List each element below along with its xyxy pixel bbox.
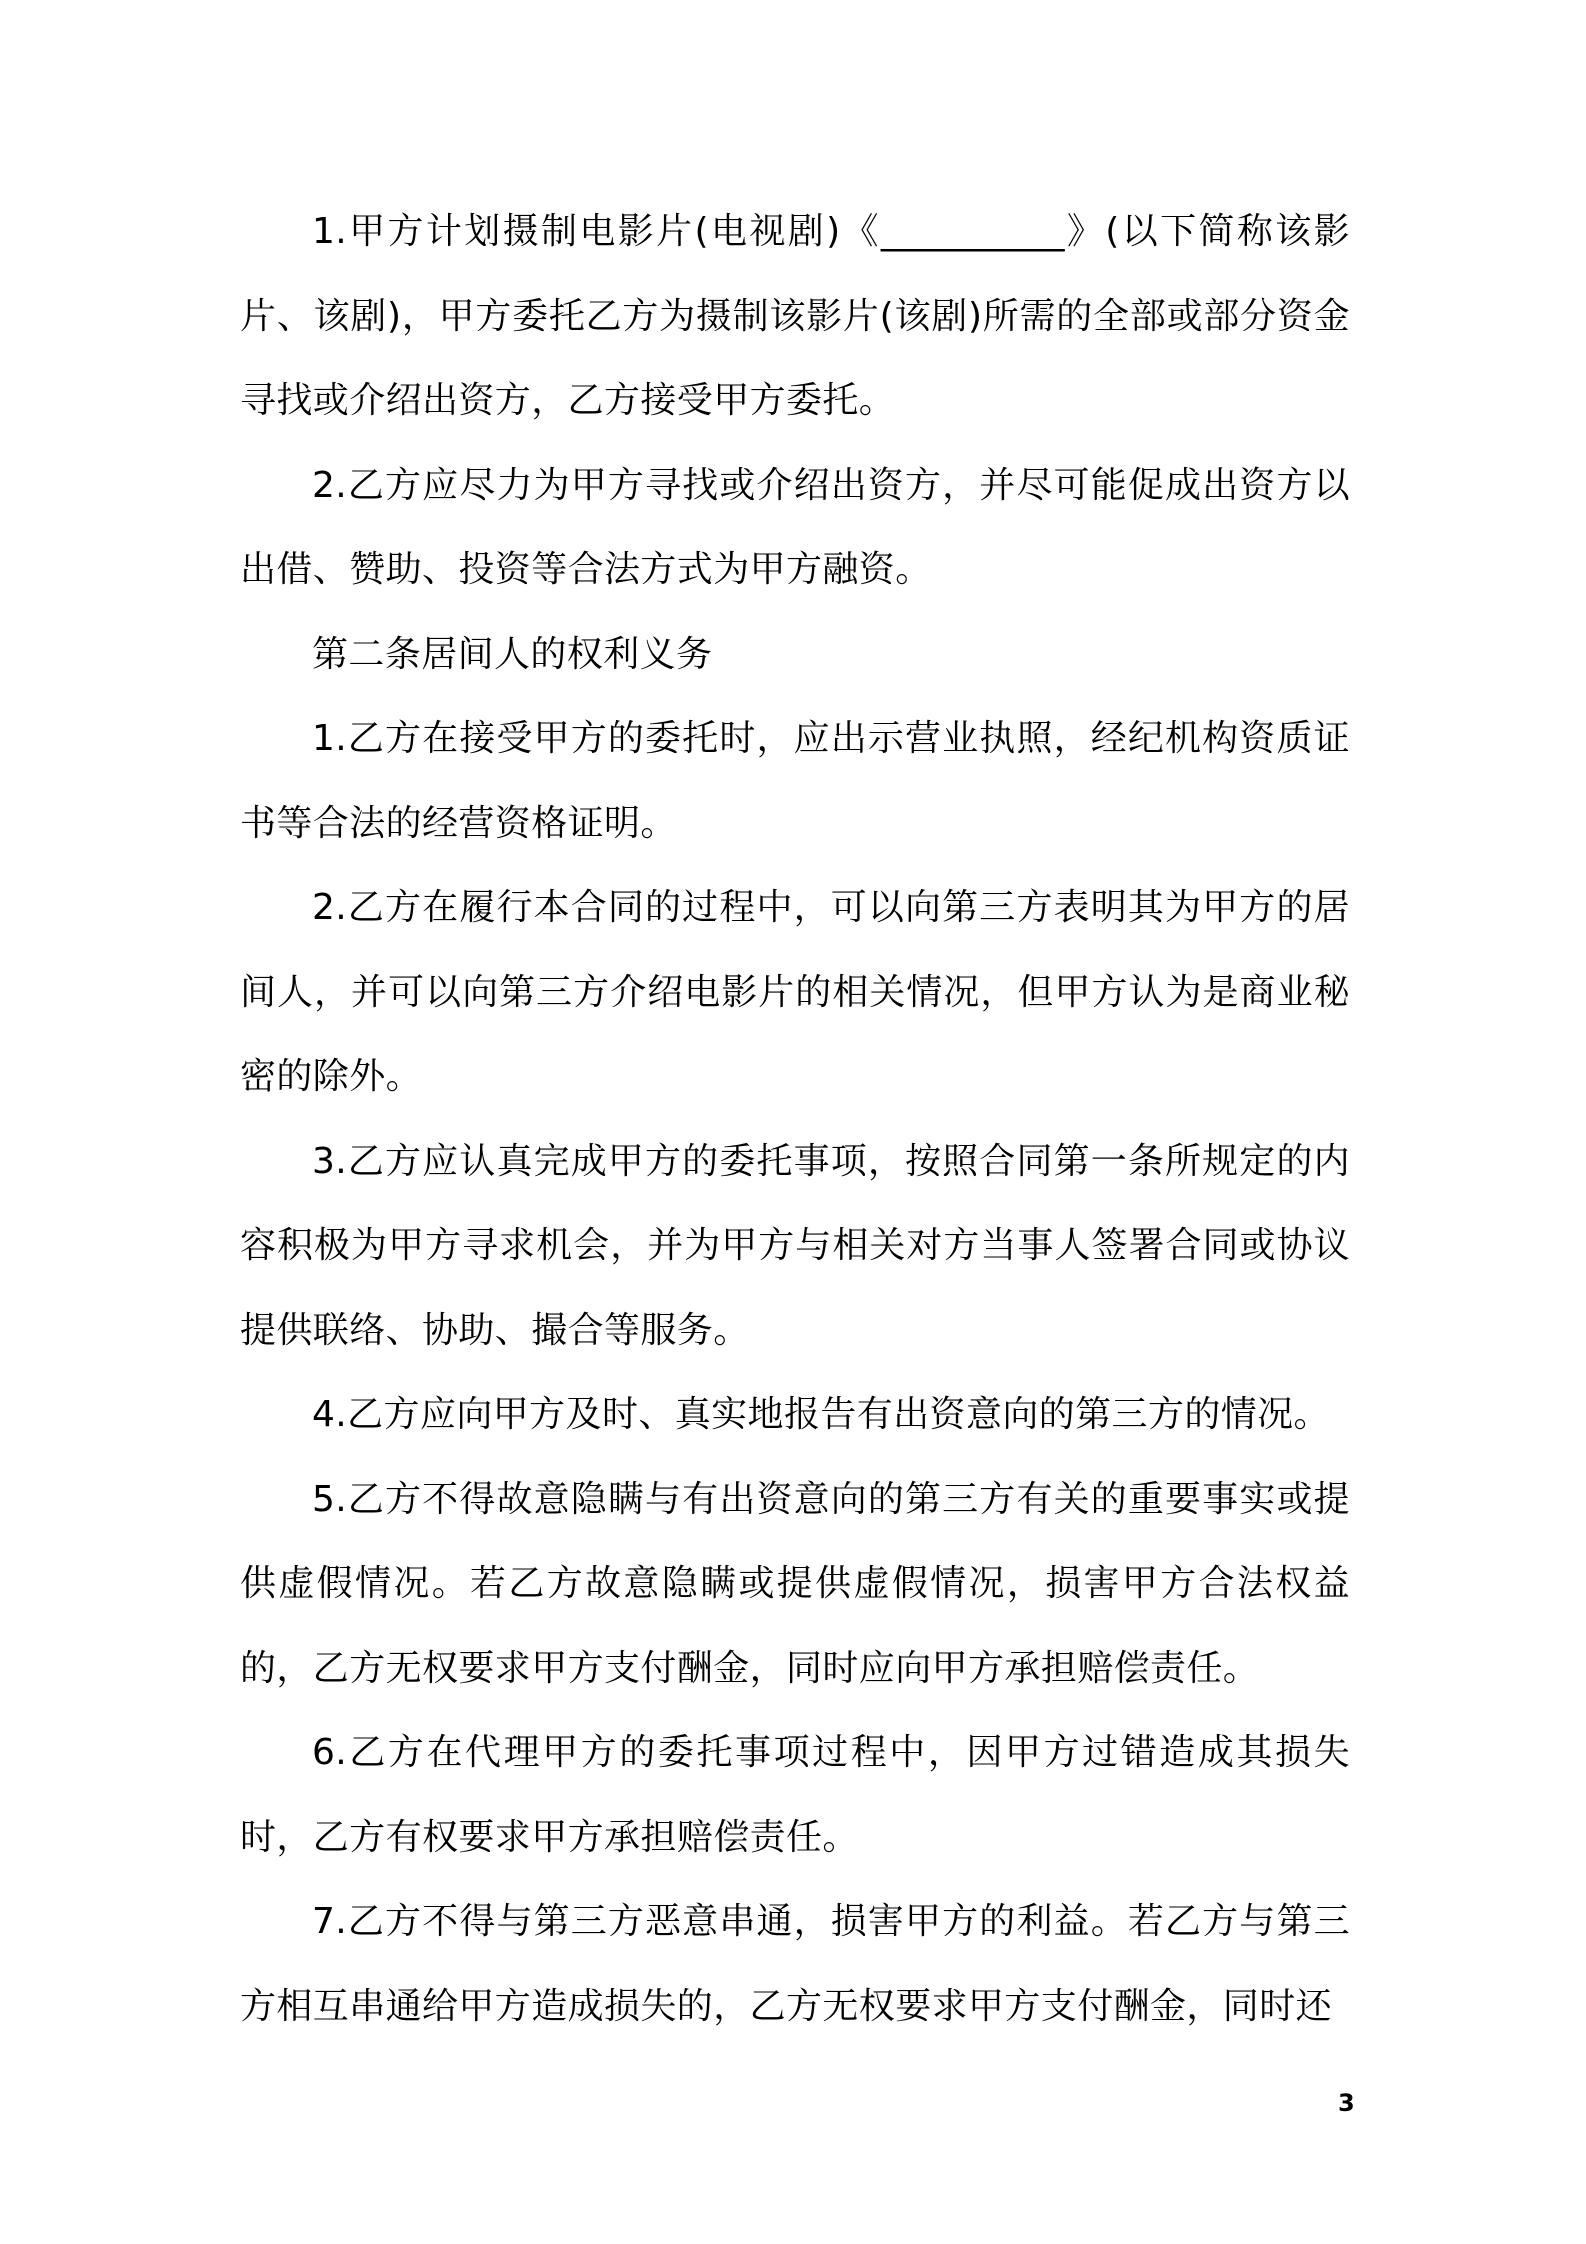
paragraph-clause-1-2: 2.乙方应尽力为甲方寻找或介绍出资方，并尽可能促成出资方以出借、赞助、投资等合法方式为甲方融资。 bbox=[240, 464, 1350, 590]
paragraph-clause-2-3: 3.乙方应认真完成甲方的委托事项，按照合同第一条所规定的内容积极为甲方寻求机会，并为甲方与相关对方当事人签署合同或协议提供联络、协助、撮合等服务。 bbox=[240, 1140, 1350, 1351]
paragraph-clause-1-1: 1.甲方计划摄制电影片(电视剧)《__________》(以下简称该影片、该剧)，甲方委托乙方为摄制该影片(该剧)所需的全部或部分资金寻找或介绍出资方，乙方接受甲方委托。 bbox=[240, 211, 1350, 421]
paragraph-clause-2-6: 6.乙方在代理甲方的委托事项过程中，因甲方过错造成其损失时，乙方有权要求甲方承担赔偿责任。 bbox=[240, 1732, 1350, 1858]
paragraph-clause-2-2: 2.乙方在履行本合同的过程中，可以向第三方表明其为甲方的居间人，并可以向第三方介绍电影片的相关情况，但甲方认为是商业秘密的除外。 bbox=[240, 887, 1350, 1097]
paragraph-clause-2-1: 1.乙方在接受甲方的委托时，应出示营业执照，经纪机构资质证书等合法的经营资格证明。 bbox=[240, 718, 1350, 844]
paragraph-clause-2-7: 7.乙方不得与第三方恶意串通，损害甲方的利益。若乙方与第三方相互串通给甲方造成损失的，乙方无权要求甲方支付酬金，同时还 bbox=[240, 1901, 1350, 2027]
page-number: 3 bbox=[1338, 2089, 1355, 2117]
section-heading-article-2: 第二条居间人的权利义务 bbox=[312, 633, 713, 675]
paragraph-clause-2-5: 5.乙方不得故意隐瞒与有出资意向的第三方有关的重要事实或提供虚假情况。若乙方故意隐瞒或提供虚假情况，损害甲方合法权益的，乙方无权要求甲方支付酬金，同时应向甲方承担赔偿责任。 bbox=[240, 1478, 1350, 1689]
paragraph-clause-2-4: 4.乙方应向甲方及时、真实地报告有出资意向的第三方的情况。 bbox=[312, 1394, 1330, 1435]
document-body bbox=[240, 190, 1350, 2049]
